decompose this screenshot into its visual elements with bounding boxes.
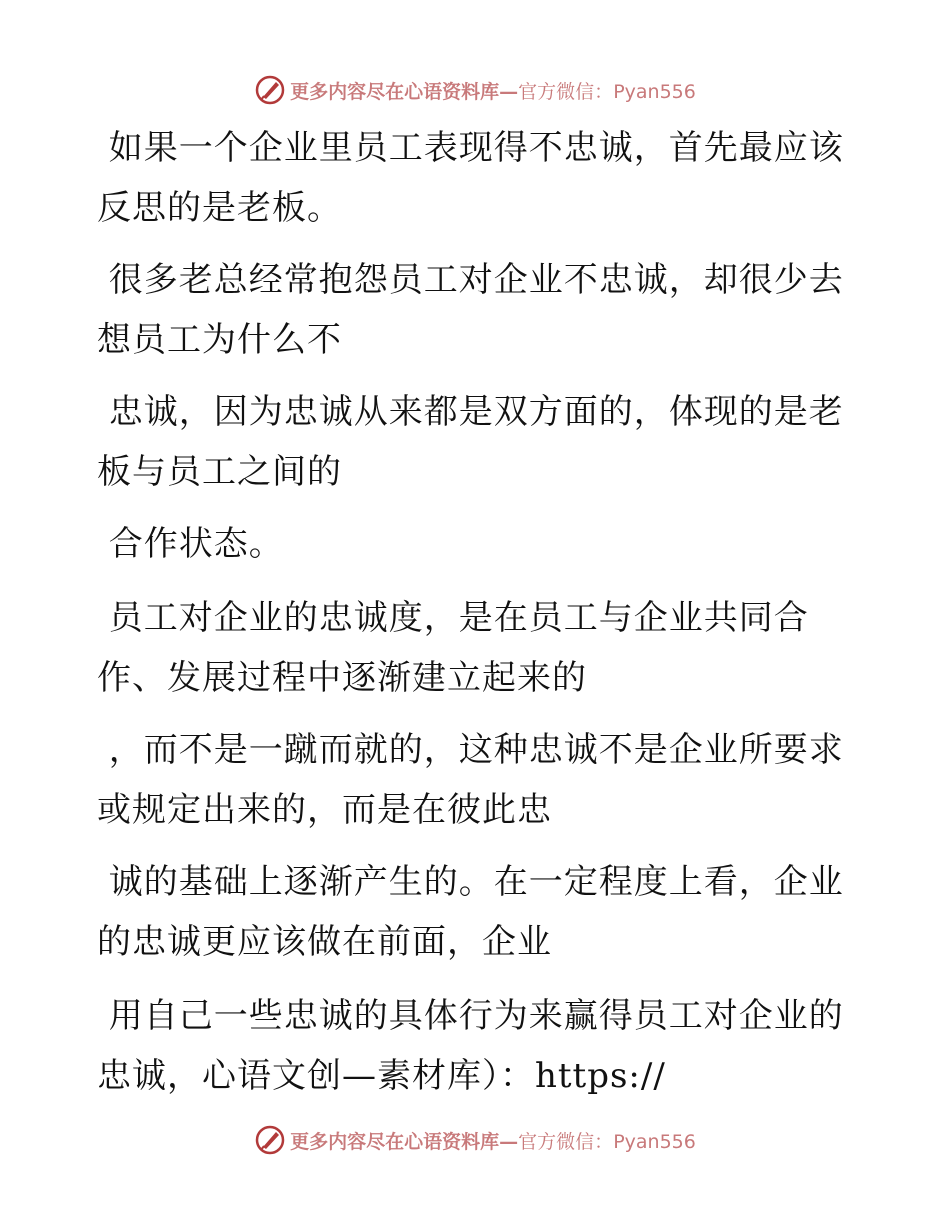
body-line: 如果一个企业里员工表现得不忠诚，首先最应该 xyxy=(97,128,844,168)
quill-pen-logo-icon xyxy=(254,74,286,106)
header-banner-main: 更多内容尽在心语资料库 xyxy=(290,80,500,103)
footer-banner-text xyxy=(290,1127,696,1154)
header-banner-dash: — xyxy=(499,80,519,103)
body-line: 诚的基础上逐渐产生的。在一定程度上看，企业 xyxy=(97,862,844,902)
header-banner-wechat: 官方微信： xyxy=(518,80,614,103)
body-line: 员工对企业的忠诚度，是在员工与企业共同合 xyxy=(97,598,809,638)
header-banner-id: Pyan556 xyxy=(613,80,696,103)
body-line: 用自己一些忠诚的具体行为来赢得员工对企业的 xyxy=(97,996,844,1036)
footer-banner-dash: — xyxy=(499,1130,519,1153)
footer-banner xyxy=(0,1120,950,1160)
footer-banner-id: Pyan556 xyxy=(613,1130,696,1153)
body-line: 的忠诚更应该做在前面，企业 xyxy=(97,922,552,962)
body-line: 作、发展过程中逐渐建立起来的 xyxy=(97,658,587,698)
header-banner xyxy=(0,70,950,110)
body-line: 反思的是老板。 xyxy=(97,188,342,228)
footer-banner-wechat: 官方微信： xyxy=(518,1130,614,1153)
body-line: ，而不是一蹴而就的，这种忠诚不是企业所要求 xyxy=(97,730,844,770)
body-line: 合作状态。 xyxy=(97,524,284,564)
body-line: 忠诚，心语文创—素材库）：https:// xyxy=(97,1056,666,1096)
body-line: 忠诚，因为忠诚从来都是双方面的，体现的是老 xyxy=(97,392,844,432)
header-banner-text xyxy=(290,77,696,104)
body-line: 或规定出来的，而是在彼此忠 xyxy=(97,790,552,830)
quill-pen-logo-icon xyxy=(254,1124,286,1156)
footer-banner-main: 更多内容尽在心语资料库 xyxy=(290,1130,500,1153)
body-line: 想员工为什么不 xyxy=(97,320,342,360)
body-line: 板与员工之间的 xyxy=(97,452,342,492)
body-line: 很多老总经常抱怨员工对企业不忠诚，却很少去 xyxy=(97,260,844,300)
